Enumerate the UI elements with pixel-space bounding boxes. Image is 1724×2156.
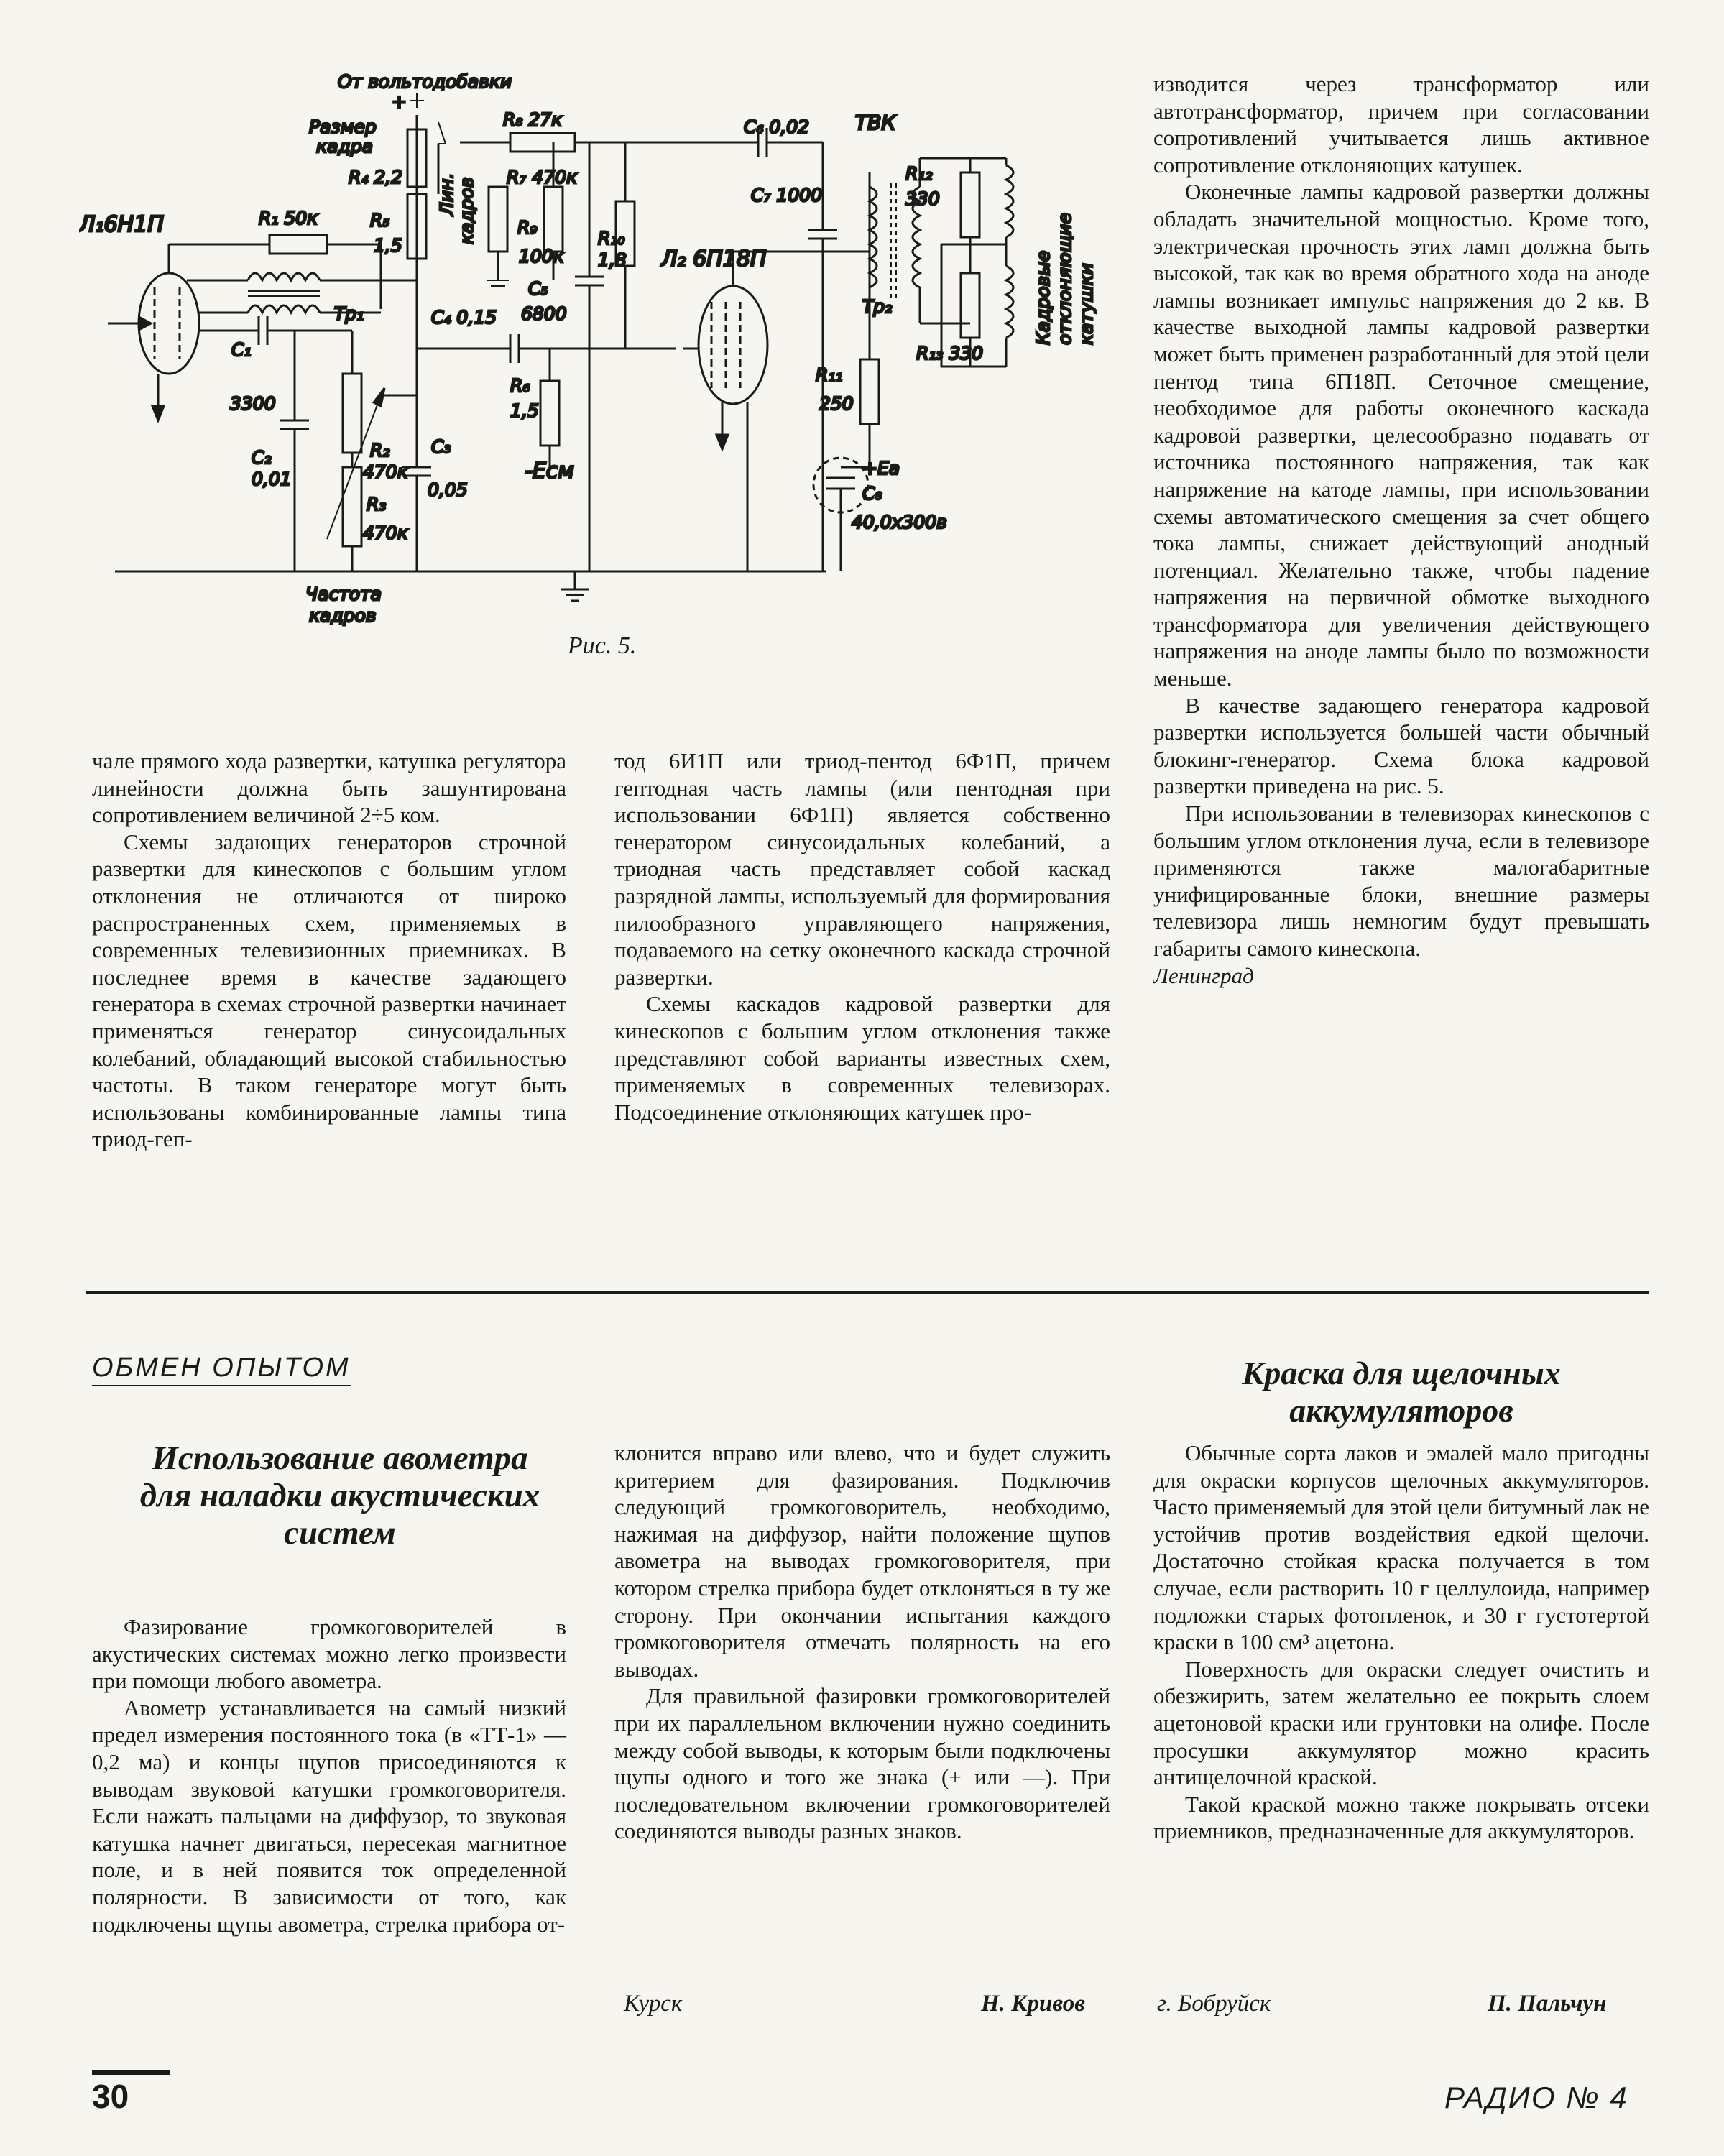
label-plus: + [392,91,407,112]
label-lin: Лин. [436,172,457,216]
transformer-tr1-coil [248,273,320,280]
label-r13: R₁₃ 330 [916,343,984,364]
title-line: аккумуляторов [1289,1392,1513,1429]
article-1-title [92,1439,588,1552]
label-coils3: катушки [1076,262,1097,345]
label-r3v: 470к [363,522,408,543]
tube-l2 [699,286,767,404]
title-line: Использование авометра [152,1439,528,1477]
label-ea: +Eа [862,458,900,479]
deflection-coil-2 [1006,266,1013,338]
label-chastota: Частота [305,584,382,604]
label-r3: R₃ [367,494,387,515]
label-razmer: Размер [309,116,377,137]
label-r11: R₁₁ [816,364,843,385]
label-r10: R₁₀ [598,228,625,249]
article-2-city: г. Бобруйск [1157,1991,1271,2017]
label-c5v: 6800 [521,303,567,324]
resistor-r9 [544,187,563,252]
label-c1v: 3300 [230,393,276,414]
label-coils1: Кадровые [1033,250,1054,345]
article-2-author: П. Пальчун [1488,1991,1607,2017]
label-coils2: отклоняющие [1054,213,1075,345]
section-heading: ОБМЕН ОПЫТОМ [92,1353,351,1386]
deflection-coil-1 [1006,165,1013,237]
label-r4: R₄ 2,2 [349,167,403,188]
paragraph: тод 6И1П или триод-пентод 6Ф1П, причем гептодная часть лампы (или пентодная при использовании 6Ф1П) является собственно генератором синусоидальных колебаний, а триодная часть представляет собой каскад разрядной лампы, используемый для формирования пилообразного управляющего напряжения, подаваемого на сетку оконечного каскада строчной развертки. [614,748,1110,990]
title-line: для наладки акустических [139,1477,540,1514]
resistor-r6 [540,381,559,446]
label-c5: C₅ [528,278,548,299]
label-r8: R₈ 27к [503,109,563,130]
label-volt: От вольтодобавки [338,71,512,92]
label-c8: C₈ [862,483,882,504]
label-tr2: Тр₂ [862,296,893,317]
label-l1: Л₁6Н1П [79,212,164,237]
label-ecm: -Eсм [525,459,574,484]
resistor-r2 [343,374,361,453]
page-number-bar [92,2070,170,2075]
label-kadrovb: кадров [309,605,377,626]
paragraph: В качестве задающего генератора кадровой развертки используется большей части обычный блокинг-генератор. Схема блока кадровой развертки приведена на рис. 5. [1153,692,1649,799]
label-tvk: ТВК [855,111,896,134]
label-r7: R₇ 470к [507,167,578,188]
label-c6: C₆ 0,02 [744,116,810,137]
page-number: 30 [92,2078,129,2115]
paragraph: Схемы каскадов кадровой развертки для кинескопов с большим углом отклонения также представляют собой варианты известных схем, применяемых в современных телевизорах. Подсоединение отклоняющих катушек про- [614,991,1110,1125]
figure-caption: Рис. 5. [568,632,637,659]
resistor-r12 [961,172,979,237]
label-r9v: 100к [519,246,564,267]
label-r9: R₉ [517,217,538,238]
resistor-r13 [961,273,979,338]
label-c3v: 0,05 [428,479,468,500]
label-c8v: 40,0х300в [852,512,947,533]
magazine-name: РАДИО № 4 [1444,2081,1628,2114]
paragraph: клонится вправо или влево, что и будет служить критерием для фазирования. Подключив следующий громкоговоритель, необходимо, нажимая на диффузор, найти положение щупов авометра на выводах громкоговорителя, при котором стрелка прибора будет отклоняться в ту же сторону. При окончании испытания каждого громкоговорителя отмечать полярность на его выводах. [614,1440,1110,1682]
label-r2: R₂ [370,440,390,461]
label-r2v: 470к [363,461,408,482]
label-c2v: 0,01 [252,469,292,489]
label-kadrov: кадров [456,177,477,244]
label-c2: C₂ [252,447,272,468]
label-r6v: 1,5 [510,400,539,421]
label-c4: C₄ 0,15 [431,307,497,328]
paragraph: При использовании в телевизорах кинескопов с большим углом отклонения луча, если в телевизоре применяются также малогабаритные унифицированные блоки, внешние размеры телевизора лишь немногим будут превышать габариты самого кинескопа. [1153,801,1649,961]
resistor-r11 [860,359,879,424]
circuit-diagram [79,65,1135,654]
article-1-author: Н. Кривов [981,1991,1085,2017]
title-line: Краска для щелочных [1242,1355,1561,1391]
article-1-column-1 [92,1613,566,1938]
article-2-column [1153,1439,1649,1845]
paragraph: Такой краской можно также покрывать отсеки приемников, предназначенные для аккумуляторов. [1153,1791,1649,1844]
paragraph: Обычные сорта лаков и эмалей мало пригодны для окраски корпусов щелочных аккумуляторов. Часто применяемый для этой цели битумный лак не устойчив против воздействия едкой щелочи. Достаточно стойкая краска получается в том случае, если растворить 10 г целлулоида, например подложки старых фотопленок, и 30 г густотертой краски в 100 см³ ацетона. [1153,1440,1649,1655]
top-column-2 [614,747,1110,1125]
label-r5v: 1,5 [374,235,402,256]
ground-symbol-icon [561,589,589,601]
title-line: систем [284,1514,396,1552]
article-1-column-2 [614,1439,1110,1845]
paragraph: Фазирование громкоговорителей в акустических системах можно легко произвести при помощи любого авометра. [92,1614,566,1694]
label-l2: Л₂ 6П18П [661,247,767,272]
label-r6: R₆ [510,375,530,396]
label-c1: C₁ [231,339,252,360]
paragraph: Авометр устанавливается на самый низкий предел измерения постоянного тока (в «ТТ-1» — 0,2 ма) и концы щупов присоединяются к выводам звуковой катушки громкоговорителя. Если нажать пальцами на диффузор, то звуковая катушка начнет двигаться, пересекая магнитное поле, и в ней появится ток определенной полярности. В зависимости от того, как подключены щупы авометра, стрелка прибора от- [92,1695,566,1937]
label-r12v: 330 [905,188,940,209]
label-r1: R₁ 50к [259,208,318,229]
label-kadra: кадра [316,136,373,157]
label-c7: C₇ 1000 [751,185,823,206]
top-column-3 [1153,70,1649,989]
city-signature: Ленинград [1153,962,1254,988]
label-r10v: 1,8 [598,249,627,270]
paragraph: Оконечные лампы кадровой развертки должны обладать значительной мощностью. Кроме того, электрическая прочность этих ламп должна быть высокой, так как во время обратного хода на аноде лампы возникает импульс напряжения до 2 кв. В качестве выходной лампы кадровой развертки может быть применен разработанный для этой цели пентод типа 6П18П. Сеточное смещение, необходимое для работы оконечного каскада кадровой развертки, целесообразно подавать от источника постоянного напряжения, так как напряжение на катоде лампы, при использовании схемы автоматического смещения за счет общего тока лампы, снижает действующий анодный потенциал. Желательно также, чтобы падение напряжения на первичной обмотке выходного трансформатора для увеличения действующего напряжения на аноде лампы было по возможности меньше. [1153,179,1649,691]
paragraph: Для правильной фазировки громкоговорителей при их параллельном включении нужно соединить между собой выводы, к которым были подключены щупы одного и того же знака (+ или —). При последовательном включении громкоговорителей соединяются выводы разных знаков. [614,1683,1110,1844]
resistor-r7 [489,187,507,252]
paragraph: Поверхность для окраски следует очистить и обезжирить, затем желательно ее покрыть слоем ацетоновой краски или грунтовки на олифе. После просушки аккумулятор можно красить антищелочной краской. [1153,1656,1649,1790]
article-2-title [1153,1355,1649,1429]
resistor-r3 [343,467,361,546]
label-r5: R₅ [370,210,390,231]
circuit-schematic [79,65,1135,654]
paragraph: изводится через трансформатор или автотрансформатор, причем при согласовании сопротивлений учитывается лишь активное сопротивление отклоняющих катушек. [1153,71,1649,178]
label-r12: R₁₂ [905,163,933,184]
label-c3: C₃ [431,436,451,457]
paragraph: Схемы задающих генераторов строчной развертки для кинескопов с большим углом отклонения не отличаются от широко распространенных схем, применяемых в современных телевизионных приемниках. В последнее время в качестве задающего генератора в схемах строчной развертки начинает применяться генератор синусоидальных колебаний, обладающий высокой стабильностью частоты. В таком генераторе могут быть использованы комбинированные лампы типа триод-геп- [92,829,566,1152]
label-r11v: 250 [819,393,854,414]
resistor-r8 [510,133,575,152]
paragraph: чале прямого хода развертки, катушка регулятора линейности должна быть зашунтирована сопротивлением величиной 2÷5 ком. [92,748,566,828]
article-1-city: Курск [624,1991,683,2017]
top-column-1 [92,747,566,1153]
section-divider [86,1291,1649,1294]
label-tr1: Тр₁ [334,303,364,324]
resistor-r1 [269,235,327,254]
